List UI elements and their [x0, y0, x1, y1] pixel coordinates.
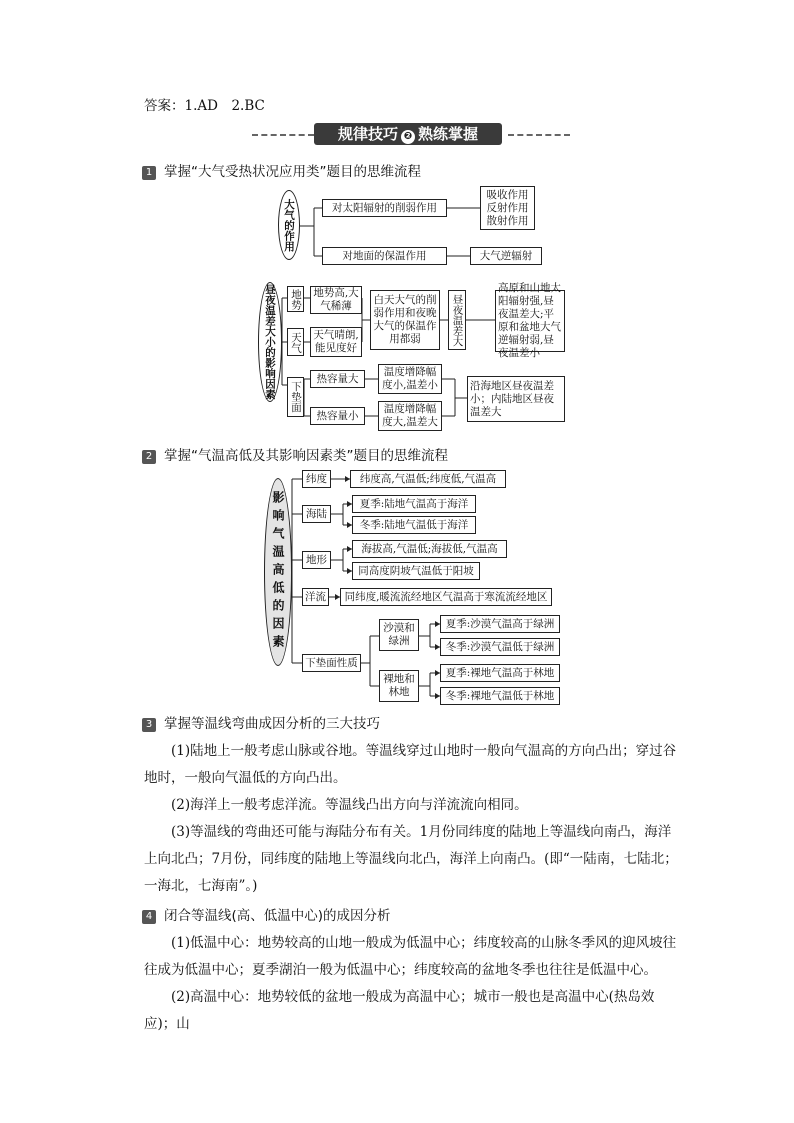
box-counter-radiation: 大气逆辐射 — [470, 247, 542, 265]
box-winter-desert: 冬季:沙漠气温低于绿洲 — [440, 638, 560, 656]
box-keep-warm: 对地面的保温作用 — [322, 247, 447, 265]
box-temp-large: 温度增降幅度大,温差大 — [378, 401, 442, 431]
box-current-desc: 同纬度,暖流流经地区气温高于寒流流经地区 — [340, 588, 552, 606]
box-weak-effects: 白天大气的削弱作用和夜晚大气的保温作用都弱 — [370, 290, 440, 350]
section-4-title: 4 闭合等温线(高、低温中心)的成因分析 — [142, 904, 391, 924]
paragraph-low-temp-center: (1)低温中心：地势较高的山地一般成为低温中心；纬度较高的山脉冬季风的迎风坡往往成为低温中心；夏季湖泊一般为低温中心；纬度较高的盆地冬季也往往是低温中心。 — [144, 935, 677, 978]
paragraph-ocean-current: (2)海洋上一般考虑洋流。等温线凸出方向与洋流流向相同。 — [171, 797, 528, 813]
box-summer-land-sea: 夏季:陆地气温高于海洋 — [352, 495, 476, 513]
box-winter-land-sea: 冬季:陆地气温低于海洋 — [352, 516, 476, 534]
box-terrain-desc: 地势高,大气稀薄 — [310, 286, 362, 314]
oval-diurnal-factors: 昼夜温差大小的影响因素 — [258, 282, 282, 402]
box-plateau-plain: 高原和山地太阳辐射强,昼夜温差大;平原和盆地大气逆辐射弱,昼夜温差小 — [495, 290, 565, 352]
box-latitude: 纬度 — [302, 470, 331, 488]
box-temp-small: 温度增降幅度小,温差小 — [378, 364, 442, 394]
paragraph-mountain-valley: (1)陆地上一般考虑山脉或谷地。等温线穿过山地时一般向气温高的方向凸出；穿过谷地时，一般向气温低的方向凸出。 — [144, 743, 677, 786]
box-weather-desc: 天气晴朗,能见度好 — [310, 327, 362, 357]
box-slope: 同高度阴坡气温低于阳坡 — [352, 562, 480, 580]
banner-number-icon: ❷ — [401, 130, 415, 144]
box-coastal-inland: 沿海地区昼夜温差小；内陆地区昼夜温差大 — [467, 376, 565, 422]
oval-temperature-factors: 影响气温高低的因素 — [264, 478, 292, 666]
box-desert-oasis: 沙漠和绿洲 — [379, 619, 419, 651]
box-latitude-desc: 纬度高,气温低;纬度低,气温高 — [350, 470, 506, 488]
box-ocean-current: 洋流 — [302, 588, 329, 606]
box-altitude: 海拔高,气温低;海拔低,气温高 — [352, 540, 507, 558]
box-land-sea: 海陆 — [302, 505, 331, 523]
box-large-difference: 昼夜温差大 — [448, 290, 466, 350]
box-weakening: 对太阳辐射的削弱作用 — [322, 199, 447, 217]
box-bare-forest: 裸地和林地 — [379, 670, 419, 702]
box-surface-nature: 下垫面性质 — [302, 654, 361, 672]
paragraph-high-temp-center: (2)高温中心：地势较低的盆地一般成为高温中心；城市一般也是高温中心(热岛效应)；山 — [144, 989, 655, 1032]
box-summer-desert: 夏季:沙漠气温高于绿洲 — [440, 615, 560, 633]
box-terrain: 地势 — [287, 286, 304, 312]
box-effects: 吸收作用 反射作用 散射作用 — [480, 186, 535, 230]
answer-line: 答案：1.AD 2.BC — [144, 98, 265, 114]
box-winter-bare: 冬季:裸地气温低于林地 — [440, 687, 560, 705]
section-3-title: 3 掌握等温线弯曲成因分析的三大技巧 — [142, 712, 380, 732]
section-2-title: 2 掌握“气温高低及其影响因素类”题目的思维流程 — [142, 444, 448, 464]
banner-title: 规律技巧 ❷ 熟练掌握 — [314, 123, 502, 145]
section-1-title: 1 掌握“大气受热状况应用类”题目的思维流程 — [142, 160, 421, 180]
box-summer-bare: 夏季:裸地气温高于林地 — [440, 664, 560, 682]
box-weather: 天气 — [287, 328, 304, 356]
oval-atmosphere-role: 大气的作用 — [278, 190, 300, 260]
box-landform: 地形 — [302, 551, 331, 569]
box-heat-large: 热容量大 — [310, 370, 365, 388]
box-underlying-surface: 下垫面 — [287, 377, 304, 417]
box-heat-small: 热容量小 — [310, 407, 365, 425]
paragraph-land-sea: (3)等温线的弯曲还可能与海陆分布有关。1月份同纬度的陆地上等温线向南凸，海洋上向北凸；7月份，同纬度的陆地上等温线向北凸，海洋上向南凸。(即“一陆南，七陆北；一海北，七海南”。) — [144, 824, 678, 894]
